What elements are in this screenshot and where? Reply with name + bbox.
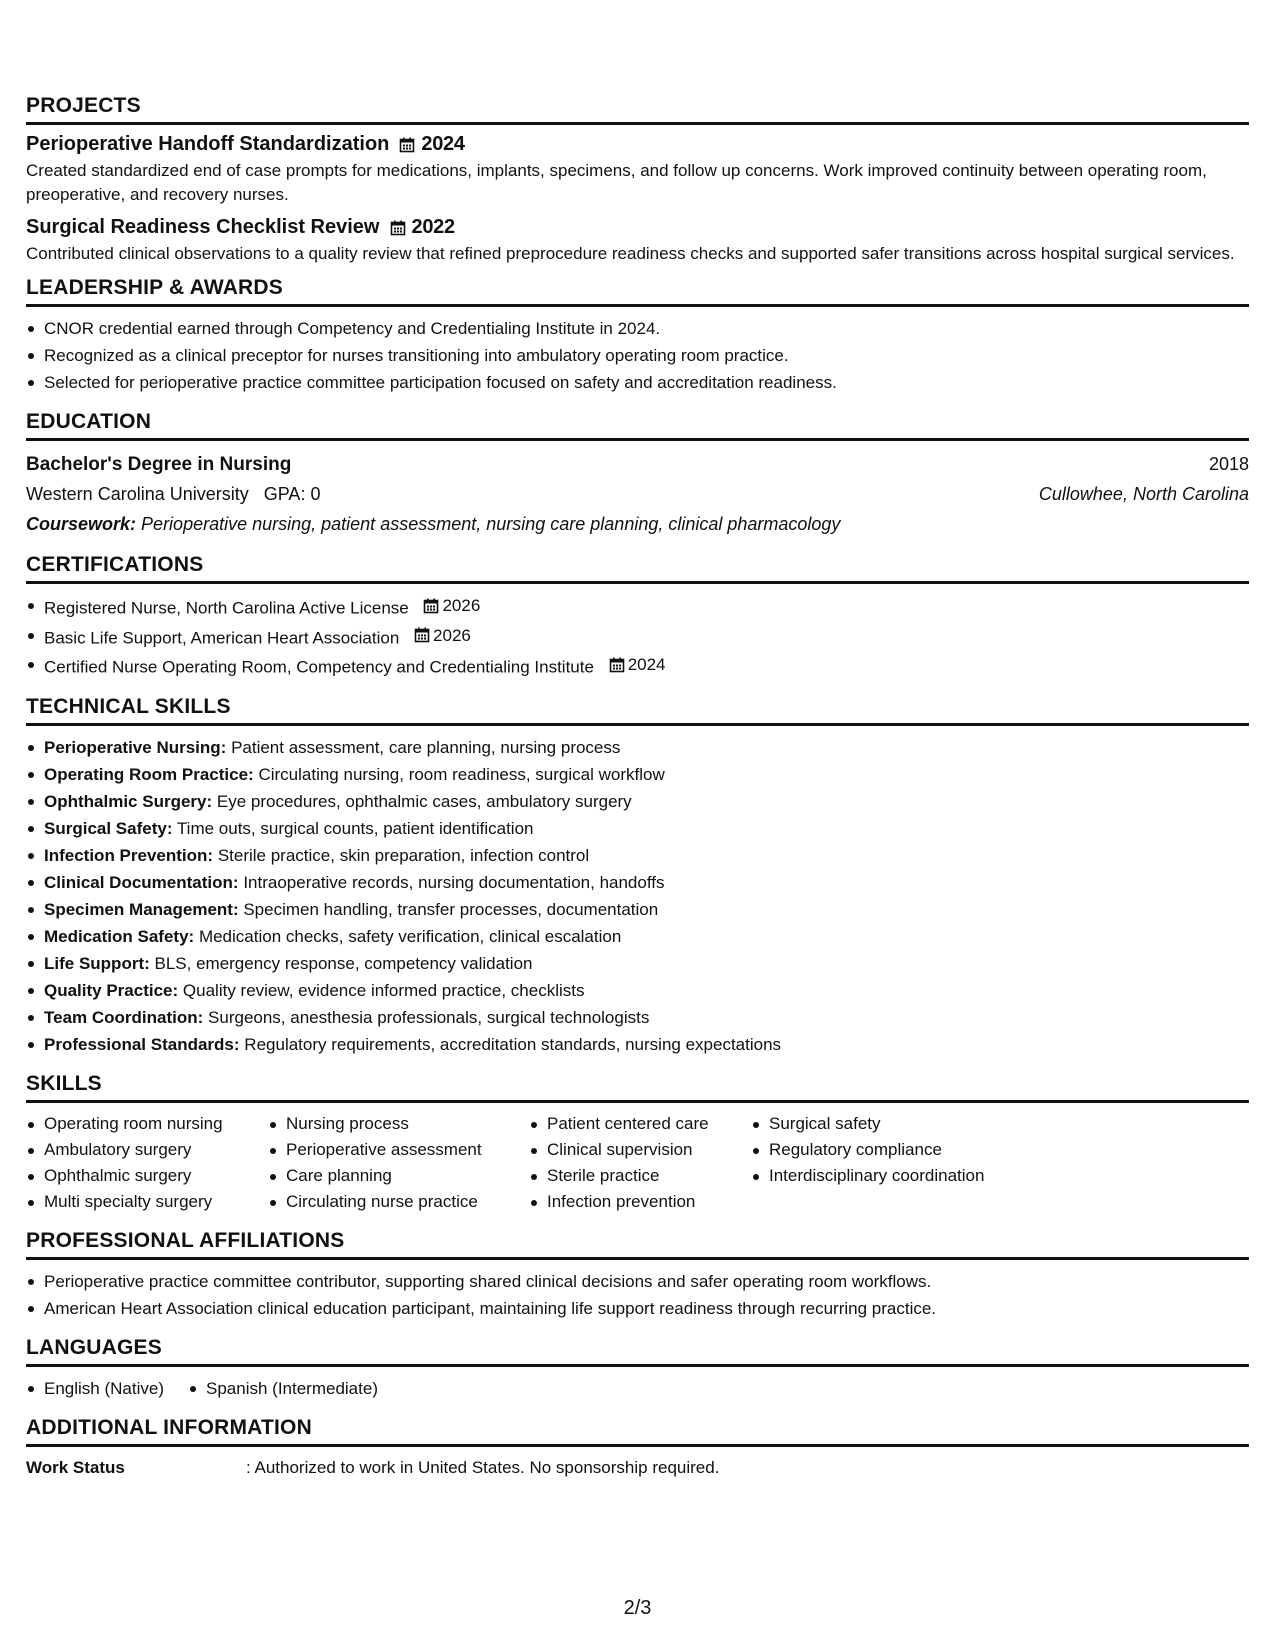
skill-label: Ophthalmic Surgery: [44, 791, 213, 811]
degree-name: Bachelor's Degree in Nursing [26, 454, 292, 475]
coursework [26, 509, 1249, 539]
list-item: American Heart Association clinical education participant, maintaining life support readiness through recurring practice. [26, 1295, 1249, 1322]
technical-skill-item [26, 923, 1249, 950]
skill-text: Intraoperative records, nursing documentation, handoffs [243, 872, 665, 892]
technical-skill-item [26, 1004, 1249, 1031]
project-item [26, 216, 1249, 266]
language-item: Spanish (Intermediate) [188, 1375, 378, 1402]
section-title: LANGUAGES [26, 1336, 1249, 1367]
section-title: SKILLS [26, 1072, 1249, 1103]
technical-skill-item [26, 761, 1249, 788]
affiliations-section [26, 1229, 1249, 1322]
calendar-icon [609, 657, 625, 673]
skill-label: Quality Practice: [44, 980, 179, 1000]
skill-text: Quality review, evidence informed practice, checklists [182, 980, 585, 1000]
school-name: Western Carolina University [26, 484, 249, 504]
skill-item: Multi specialty surgery [26, 1189, 268, 1215]
languages-section [26, 1336, 1249, 1402]
technical-skill-item [26, 1031, 1249, 1058]
work-status-label: Work Status [26, 1457, 125, 1477]
list-item: Perioperative practice committee contributor, supporting shared clinical decisions and safer operating room workflows. [26, 1268, 1249, 1295]
technical-skill-item [26, 815, 1249, 842]
calendar-icon [414, 627, 430, 643]
technical-skill-item [26, 734, 1249, 761]
certification-year: 2026 [442, 596, 481, 615]
additional-info-section [26, 1416, 1249, 1481]
skill-label: Perioperative Nursing: [44, 737, 227, 757]
leadership-section [26, 276, 1249, 396]
skill-item: Perioperative assessment [268, 1137, 529, 1163]
skill-item: Regulatory compliance [751, 1137, 1051, 1163]
skill-item: Sterile practice [529, 1163, 751, 1189]
technical-skills-section [26, 695, 1249, 1058]
section-title: PROFESSIONAL AFFILIATIONS [26, 1229, 1249, 1260]
skill-item: Surgical safety [751, 1111, 1051, 1137]
certification-name: Registered Nurse, North Carolina Active License [44, 598, 409, 618]
skill-label: Infection Prevention: [44, 845, 214, 865]
project-name: Perioperative Handoff Standardization [26, 133, 390, 155]
skill-text: Time outs, surgical counts, patient identification [176, 818, 534, 838]
skill-label: Medication Safety: [44, 926, 195, 946]
skill-label: Clinical Documentation: [44, 872, 239, 892]
technical-skill-item [26, 842, 1249, 869]
skill-text: Eye procedures, ophthalmic cases, ambulatory surgery [216, 791, 632, 811]
skill-item: Clinical supervision [529, 1137, 751, 1163]
graduation-year: 2018 [1208, 454, 1249, 474]
technical-skill-item [26, 950, 1249, 977]
skills-column [26, 1111, 268, 1215]
skill-text: Regulatory requirements, accreditation standards, nursing expectations [244, 1034, 782, 1054]
technical-skill-item [26, 788, 1249, 815]
projects-section [26, 94, 1249, 266]
skill-item: Patient centered care [529, 1111, 751, 1137]
skill-text: Patient assessment, care planning, nursing process [231, 737, 621, 757]
skills-section [26, 1072, 1249, 1215]
skill-item: Circulating nurse practice [268, 1189, 529, 1215]
certification-item [26, 651, 1249, 681]
calendar-icon [423, 598, 439, 614]
gpa: GPA: 0 [263, 484, 321, 504]
skill-label: Specimen Management: [44, 899, 239, 919]
calendar-icon [399, 137, 415, 153]
skill-item: Ambulatory surgery [26, 1137, 268, 1163]
skill-label: Team Coordination: [44, 1007, 204, 1027]
project-year: 2024 [421, 133, 465, 155]
skill-label: Operating Room Practice: [44, 764, 254, 784]
skills-column [751, 1111, 1051, 1215]
education-section [26, 410, 1249, 539]
skill-text: Specimen handling, transfer processes, documentation [243, 899, 659, 919]
certifications-section [26, 553, 1249, 681]
certification-name: Basic Life Support, American Heart Association [44, 628, 400, 647]
certification-year: 2026 [433, 625, 471, 645]
project-description: Contributed clinical observations to a quality review that refined preprocedure readiness checks and supported safer transitions across hospital surgical services. [26, 244, 1235, 263]
technical-skill-item [26, 869, 1249, 896]
skills-column [268, 1111, 529, 1215]
section-title: LEADERSHIP & AWARDS [26, 276, 1249, 307]
skill-text: Sterile practice, skin preparation, infection control [217, 845, 590, 865]
certification-name: Certified Nurse Operating Room, Competency and Credentialing Institute [44, 657, 594, 677]
coursework-text: Perioperative nursing, patient assessment, nursing care planning, clinical pharmacology [141, 514, 841, 534]
skill-text: Surgeons, anesthesia professionals, surgical technologists [208, 1007, 650, 1027]
section-title: CERTIFICATIONS [26, 553, 1249, 584]
certification-item [26, 592, 1249, 622]
section-title: PROJECTS [26, 94, 1249, 125]
skill-text: BLS, emergency response, competency validation [154, 953, 533, 973]
page-number: 2/3 [623, 1597, 652, 1619]
project-description: Created standardized end of case prompts for medications, implants, specimens, and follow up concerns. Work improved continuity between operating room, preoperative, and recovery nurses. [26, 161, 1207, 204]
language-item: English (Native) [26, 1375, 164, 1402]
certification-item [26, 622, 1249, 652]
list-item: Selected for perioperative practice committee participation focused on safety and accreditation readiness. [26, 369, 1249, 396]
skills-grid [26, 1111, 1249, 1215]
skill-item: Operating room nursing [26, 1111, 268, 1137]
skill-label: Life Support: [44, 953, 150, 973]
school-location: Cullowhee, North Carolina [1038, 484, 1249, 504]
skill-item: Ophthalmic surgery [26, 1163, 268, 1189]
skill-item: Care planning [268, 1163, 529, 1189]
calendar-icon [390, 220, 406, 236]
technical-skill-item [26, 896, 1249, 923]
skill-label: Professional Standards: [44, 1034, 240, 1054]
project-year: 2022 [411, 216, 455, 238]
technical-skill-item [26, 977, 1249, 1004]
skill-label: Surgical Safety: [44, 818, 173, 838]
section-title: EDUCATION [26, 410, 1249, 441]
skill-text: Circulating nursing, room readiness, surgical workflow [258, 764, 665, 784]
skills-column [529, 1111, 751, 1215]
coursework-label: Coursework: [26, 514, 137, 534]
project-item [26, 133, 1249, 207]
list-item: CNOR credential earned through Competency and Credentialing Institute in 2024. [26, 315, 1249, 342]
certification-year: 2024 [627, 655, 666, 674]
project-name: Surgical Readiness Checklist Review [26, 216, 380, 238]
skill-item: Interdisciplinary coordination [751, 1163, 1051, 1189]
section-title: ADDITIONAL INFORMATION [26, 1416, 1249, 1447]
skill-item: Nursing process [268, 1111, 529, 1137]
section-title: TECHNICAL SKILLS [26, 695, 1249, 726]
skill-text: Medication checks, safety verification, clinical escalation [198, 926, 622, 946]
work-status-value: : Authorized to work in United States. No sponsorship required. [246, 1457, 720, 1477]
skill-item: Infection prevention [529, 1189, 751, 1215]
list-item: Recognized as a clinical preceptor for nurses transitioning into ambulatory operating room practice. [26, 342, 1249, 369]
